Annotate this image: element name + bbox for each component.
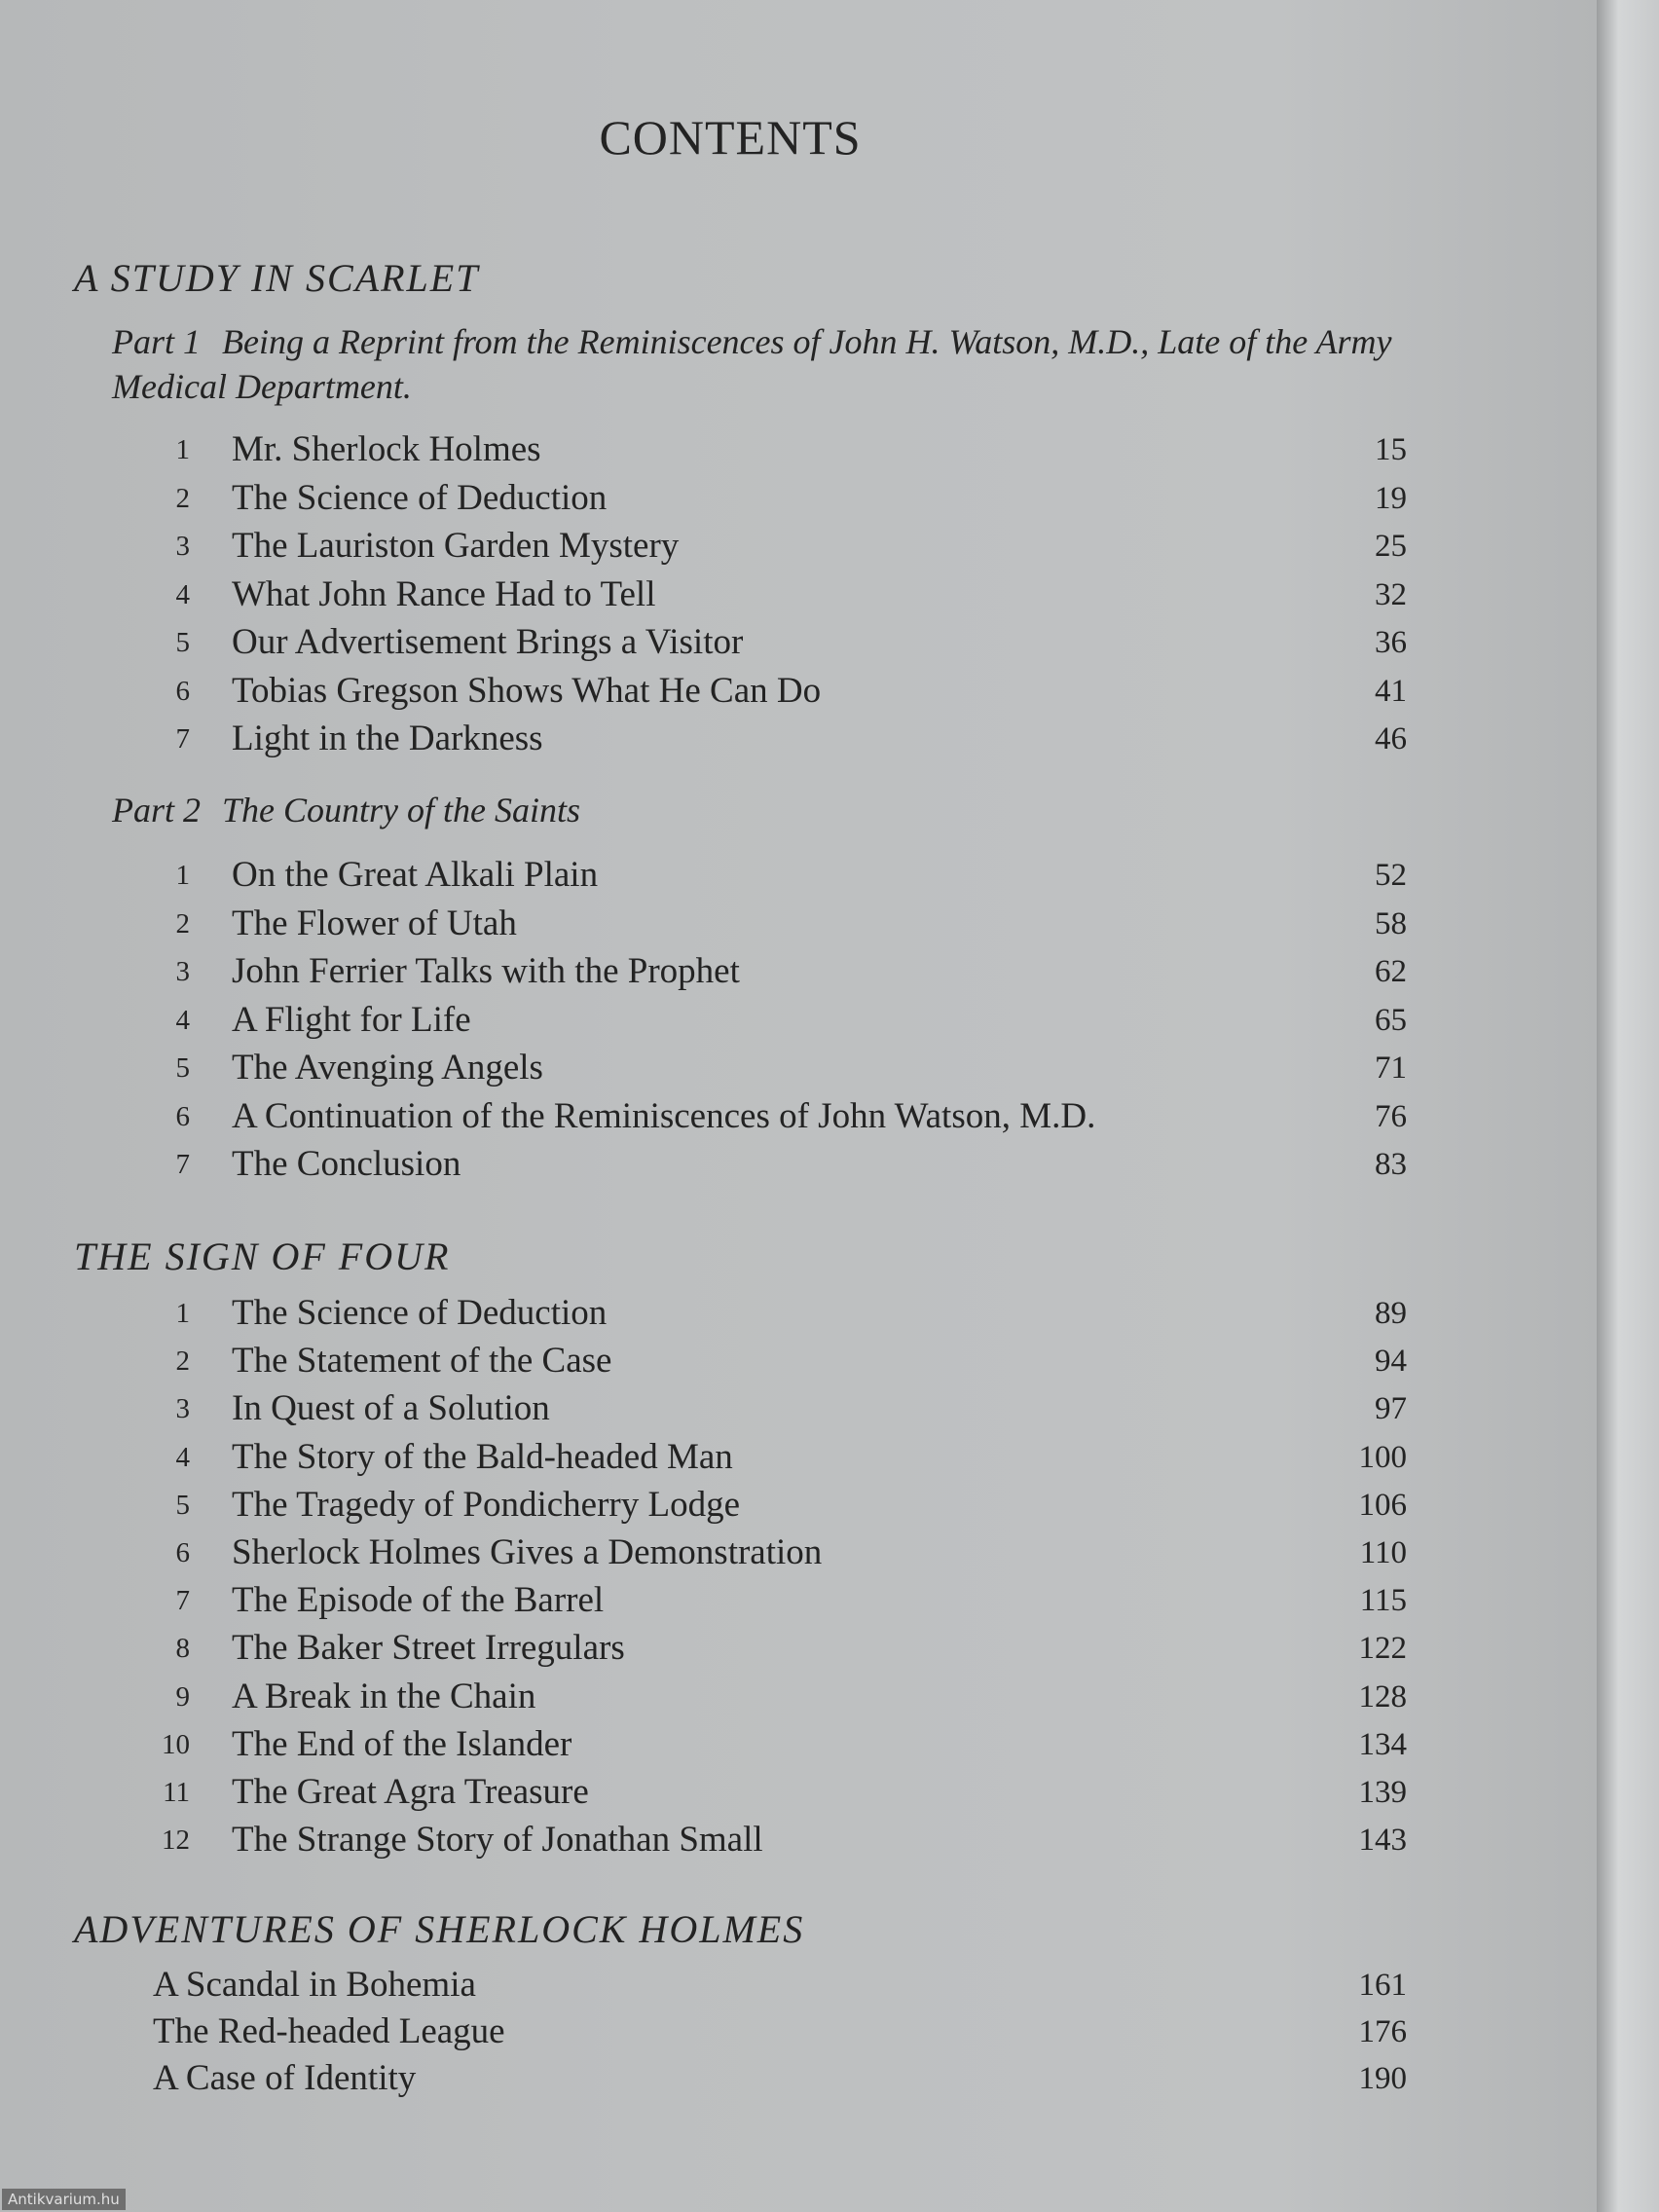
watermark: Antikvarium.hu <box>2 2189 126 2210</box>
chapter-number: 2 <box>175 1346 190 1378</box>
entry-title: The Strange Story of Jonathan Small <box>232 1820 763 1861</box>
page-number: 41 <box>1375 673 1407 709</box>
toc-entry <box>0 1387 1421 1432</box>
entry-title: The End of the Islander <box>232 1723 572 1764</box>
entry-title: The Science of Deduction <box>232 477 608 518</box>
toc-entry <box>0 1579 1421 1624</box>
page-number: 89 <box>1375 1296 1407 1331</box>
entry-title: A Scandal in Bohemia <box>153 1965 476 2005</box>
entry-title: On the Great Alkali Plain <box>232 855 599 895</box>
page-number: 65 <box>1375 1002 1407 1038</box>
section-heading-adventures: ADVENTURES OF SHERLOCK HOLMES <box>74 1907 805 1951</box>
chapter-number: 10 <box>162 1728 190 1760</box>
page-number: 71 <box>1375 1051 1407 1086</box>
entry-title: The Red-headed League <box>153 2011 505 2051</box>
entry-title: A Break in the Chain <box>232 1676 536 1716</box>
toc-entry <box>0 1819 1421 1863</box>
page-number: 15 <box>1375 432 1407 467</box>
page-number: 115 <box>1359 1583 1407 1619</box>
entry-title: The Episode of the Barrel <box>232 1580 605 1621</box>
chapter-number: 1 <box>175 1298 190 1329</box>
toc-entry <box>0 903 1421 947</box>
toc-entry <box>0 1627 1421 1672</box>
chapter-number: 6 <box>175 1100 190 1132</box>
part-2-heading <box>112 788 1407 832</box>
entry-title: Light in the Darkness <box>232 719 543 758</box>
toc-entry <box>0 1484 1421 1529</box>
toc-entry <box>0 525 1421 570</box>
toc-entry <box>0 1436 1421 1481</box>
toc-entry <box>0 1292 1421 1337</box>
toc-entry <box>0 1771 1421 1816</box>
entry-title: Tobias Gregson Shows What He Can Do <box>232 670 822 711</box>
entry-title: The Story of the Bald-headed Man <box>232 1436 733 1477</box>
toc-entry <box>0 1723 1421 1768</box>
page-number: 58 <box>1375 905 1407 941</box>
entry-title: John Ferrier Talks with the Prophet <box>232 951 740 991</box>
toc-entry <box>0 718 1421 762</box>
chapter-number: 5 <box>175 1489 190 1521</box>
page-number: 122 <box>1358 1631 1407 1667</box>
page-number: 32 <box>1375 576 1407 612</box>
page-number: 134 <box>1358 1726 1407 1762</box>
chapter-number: 8 <box>175 1633 190 1665</box>
toc-entry <box>0 1143 1421 1188</box>
page-number: 62 <box>1375 954 1407 989</box>
page-number: 46 <box>1375 721 1407 756</box>
chapter-number: 6 <box>175 675 190 707</box>
chapter-number: 5 <box>175 627 190 658</box>
page-number: 100 <box>1358 1439 1407 1475</box>
entry-title: The Great Agra Treasure <box>232 1772 589 1812</box>
entry-title: In Quest of a Solution <box>232 1388 550 1429</box>
section-heading-sign-of-four: THE SIGN OF FOUR <box>74 1235 451 1278</box>
chapter-number: 4 <box>175 578 190 610</box>
toc-entry <box>0 999 1421 1044</box>
chapter-number: 11 <box>163 1777 190 1808</box>
chapter-number: 7 <box>175 723 190 755</box>
toc-entry <box>0 854 1421 899</box>
chapter-number: 4 <box>175 1441 190 1473</box>
chapter-number: 1 <box>175 434 190 465</box>
page-number: 190 <box>1358 2061 1407 2096</box>
entry-title: The Statement of the Case <box>232 1341 612 1382</box>
page-number: 139 <box>1358 1775 1407 1810</box>
chapter-number: 2 <box>175 482 190 514</box>
toc-entry <box>0 1095 1421 1140</box>
page-number: 25 <box>1375 529 1407 564</box>
toc-entry <box>0 670 1421 715</box>
section-heading-study-in-scarlet: A STUDY IN SCARLET <box>74 256 480 300</box>
part-1-title: Being a Reprint from the Reminiscences of John H. Watson, M.D., Late of the Army Medical Department. <box>112 322 1392 406</box>
chapter-number: 6 <box>175 1537 190 1568</box>
entry-title: Mr. Sherlock Holmes <box>232 429 541 469</box>
chapter-number: 12 <box>162 1825 190 1857</box>
page-number: 97 <box>1375 1391 1407 1427</box>
toc-entry <box>0 2057 1421 2102</box>
toc-entry <box>0 1531 1421 1576</box>
toc-entry <box>0 1676 1421 1720</box>
page-number: 19 <box>1375 480 1407 516</box>
chapter-number: 7 <box>175 1149 190 1180</box>
page-number: 52 <box>1375 858 1407 893</box>
page-number: 76 <box>1375 1098 1407 1134</box>
chapter-number: 9 <box>175 1680 190 1713</box>
page-number: 106 <box>1358 1487 1407 1523</box>
chapter-number: 1 <box>175 860 190 891</box>
chapter-number: 4 <box>175 1004 190 1036</box>
part-2-label: Part 2 <box>112 791 202 830</box>
chapter-number: 3 <box>175 956 190 987</box>
entry-title: The Flower of Utah <box>232 903 517 943</box>
part-1-label: Part 1 <box>112 322 202 361</box>
chapter-number: 5 <box>175 1052 190 1084</box>
part-1-heading <box>112 319 1407 409</box>
toc-entry <box>0 621 1421 666</box>
chapter-number: 2 <box>175 907 190 940</box>
toc-entry <box>0 1047 1421 1091</box>
toc-entry <box>0 428 1421 473</box>
entry-title: The Tragedy of Pondicherry Lodge <box>232 1484 741 1525</box>
page-number: 176 <box>1358 2014 1407 2049</box>
toc-entry <box>0 2010 1421 2055</box>
entry-title: Sherlock Holmes Gives a Demonstration <box>232 1532 823 1572</box>
toc-entry <box>0 1964 1421 2009</box>
entry-title: The Baker Street Irregulars <box>232 1628 625 1669</box>
page-number: 83 <box>1375 1147 1407 1182</box>
toc-entry <box>0 477 1421 522</box>
entry-title: The Conclusion <box>232 1144 461 1184</box>
page-title: CONTENTS <box>599 110 862 165</box>
page-number: 128 <box>1358 1678 1407 1714</box>
entry-title: The Lauriston Garden Mystery <box>232 526 680 566</box>
page-number: 143 <box>1358 1823 1407 1859</box>
entry-title: A Continuation of the Reminiscences of John Watson, M.D. <box>232 1095 1096 1136</box>
toc-entry <box>0 573 1421 618</box>
toc-entry <box>0 1340 1421 1384</box>
chapter-number: 3 <box>175 531 190 562</box>
entry-title: What John Rance Had to Tell <box>232 573 656 614</box>
chapter-number: 3 <box>175 1393 190 1425</box>
page-number: 161 <box>1358 1968 1407 2003</box>
chapter-number: 7 <box>175 1585 190 1617</box>
page-number: 94 <box>1375 1344 1407 1380</box>
book-gutter <box>1597 0 1659 2212</box>
entry-title: The Avenging Angels <box>232 1048 543 1088</box>
page-number: 36 <box>1375 625 1407 660</box>
entry-title: A Flight for Life <box>232 999 471 1040</box>
toc-entry <box>0 950 1421 995</box>
entry-title: Our Advertisement Brings a Visitor <box>232 622 744 662</box>
entry-title: A Case of Identity <box>153 2058 417 2098</box>
part-2-title: The Country of the Saints <box>222 791 581 830</box>
page-number: 110 <box>1359 1535 1407 1570</box>
entry-title: The Science of Deduction <box>232 1293 608 1333</box>
